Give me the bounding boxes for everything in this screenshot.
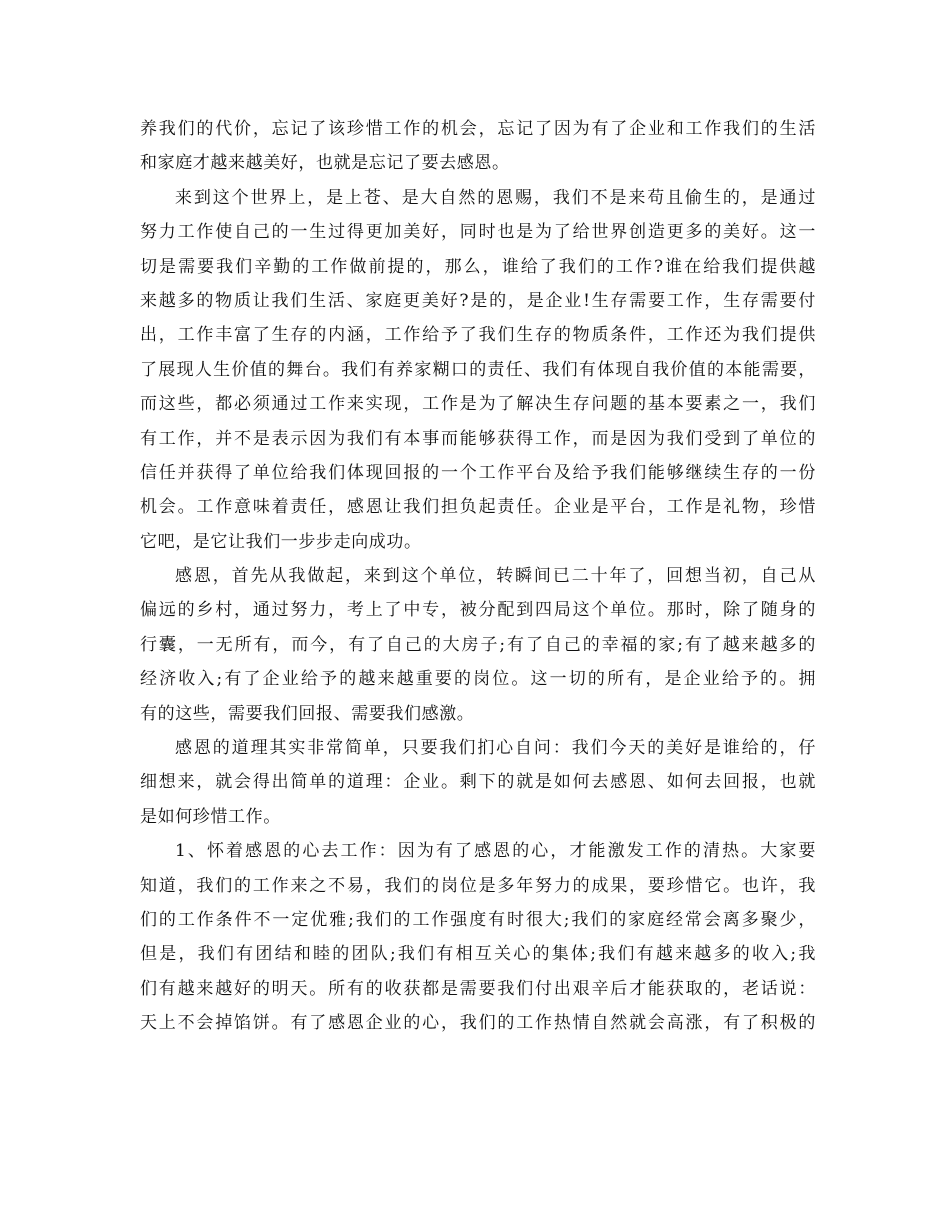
text-line: 它吧，是它让我们一步步走向成功。 bbox=[140, 531, 422, 552]
text-line: 出，工作丰富了生存的内涵，工作给予了我们生存的物质条件，工作还为我们提供 bbox=[140, 325, 816, 346]
text-line: 来到这个世界上，是上苍、是大自然的恩赐，我们不是来苟且偷生的，是通过 bbox=[175, 187, 816, 208]
text-line: 来越多的物质让我们生活、家庭更美好?是的，是企业!生存需要工作，生存需要付 bbox=[140, 290, 816, 311]
text-line: 天上不会掉馅饼。有了感恩企业的心，我们的工作热情自然就会高涨，有了积极的 bbox=[140, 1013, 816, 1034]
text-line: 但是，我们有团结和睦的团队;我们有相互关心的集体;我们有越来越多的收入;我 bbox=[140, 944, 816, 965]
text-line: 切是需要我们辛勤的工作做前提的，那么，谁给了我们的工作?谁在给我们提供越 bbox=[140, 256, 816, 277]
text-line: 而这些，都必须通过工作来实现，工作是为了解决生存问题的基本要素之一，我们 bbox=[140, 394, 816, 415]
text-line: 了展现人生价值的舞台。我们有养家糊口的责任、我们有体现自我价值的本能需要， bbox=[140, 359, 816, 380]
text-line: 细想来，就会得出简单的道理：企业。剩下的就是如何去感恩、如何去回报，也就 bbox=[140, 772, 816, 793]
text-line: 经济收入;有了企业给予的越来越重要的岗位。这一切的所有，是企业给予的。拥 bbox=[140, 669, 816, 690]
text-line: 机会。工作意味着责任，感恩让我们担负起责任。企业是平台，工作是礼物，珍惜 bbox=[140, 497, 816, 518]
text-line: 养我们的代价，忘记了该珍惜工作的机会，忘记了因为有了企业和工作我们的生活 bbox=[140, 119, 816, 139]
text-line: 和家庭才越来越美好，也就是忘记了要去感恩。 bbox=[140, 153, 510, 174]
document-body bbox=[140, 112, 816, 1041]
text-line: 信任并获得了单位给我们体现回报的一个工作平台及给予我们能够继续生存的一份 bbox=[140, 462, 816, 483]
text-line: 行囊，一无所有，而今，有了自己的大房子;有了自己的幸福的家;有了越来越多的 bbox=[140, 634, 816, 655]
text-line: 感恩的道理其实非常简单，只要我们扪心自问：我们今天的美好是谁给的，仔 bbox=[175, 738, 816, 759]
text-line: 知道，我们的工作来之不易，我们的岗位是多年努力的成果，要珍惜它。也许，我 bbox=[140, 875, 816, 896]
text-line: 感恩，首先从我做起，来到这个单位，转瞬间已二十年了，回想当初，自己从 bbox=[175, 566, 816, 587]
text-line: 1、怀着感恩的心去工作：因为有了感恩的心，才能激发工作的清热。大家要 bbox=[175, 841, 816, 862]
text-line: 是如何珍惜工作。 bbox=[140, 806, 281, 827]
text-line: 们的工作条件不一定优雅;我们的工作强度有时很大;我们的家庭经常会离多聚少， bbox=[140, 909, 816, 930]
text-line: 有工作，并不是表示因为我们有本事而能够获得工作，而是因为我们受到了单位的 bbox=[140, 428, 816, 449]
text-line: 努力工作使自己的一生过得更加美好，同时也是为了给世界创造更多的美好。这一 bbox=[140, 222, 816, 243]
text-line: 有的这些，需要我们回报、需要我们感激。 bbox=[140, 703, 475, 724]
text-line: 们有越来越好的明天。所有的收获都是需要我们付出艰辛后才能获取的，老话说： bbox=[140, 978, 816, 999]
text-line: 偏远的乡村，通过努力，考上了中专，被分配到四局这个单位。那时，除了随身的 bbox=[140, 600, 816, 621]
